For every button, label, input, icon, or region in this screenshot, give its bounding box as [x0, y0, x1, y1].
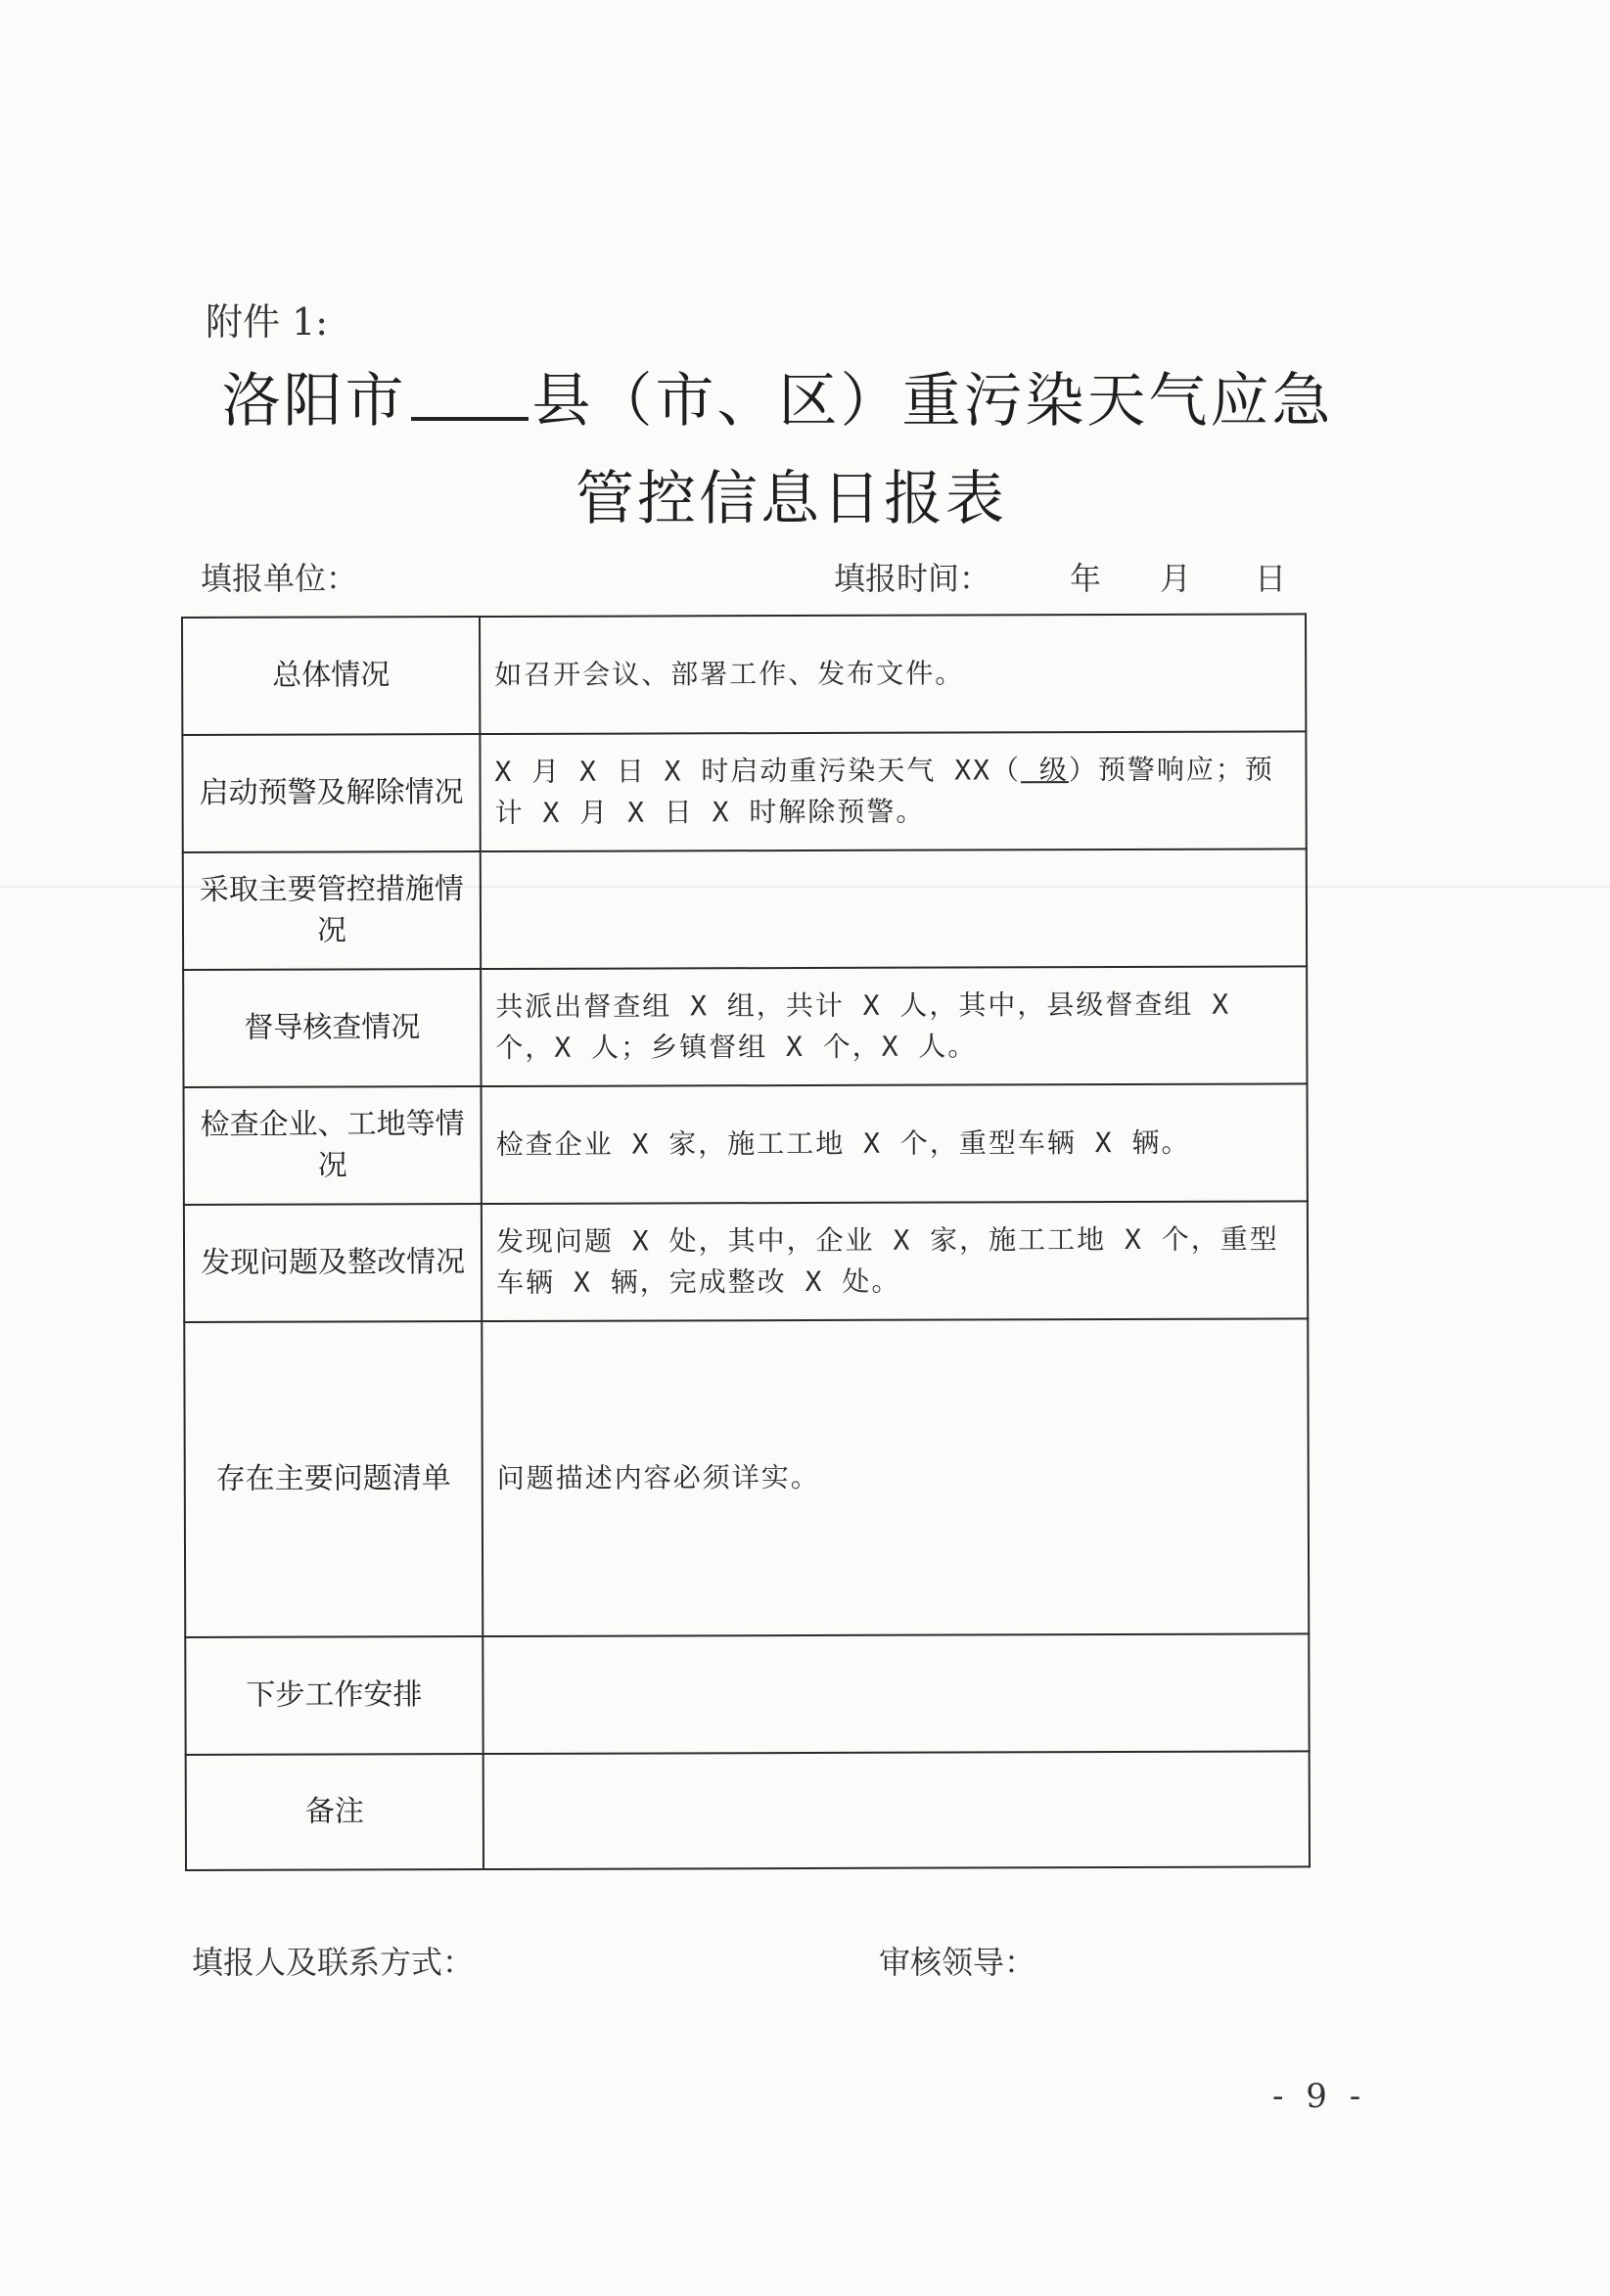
row-value: [480, 731, 1306, 851]
row-label: 备注: [186, 1754, 483, 1870]
table-row: [183, 966, 1307, 1087]
table-row: [184, 1318, 1309, 1637]
row-label: 采取主要管控措施情况: [183, 851, 481, 970]
report-table: [181, 613, 1311, 1871]
form-title-line1: [0, 354, 1583, 438]
table-row: [182, 731, 1306, 852]
row-value: [483, 1751, 1310, 1869]
table-row: [186, 1751, 1310, 1870]
row-label: 下步工作安排: [185, 1636, 483, 1755]
reviewer-label: 审核领导：: [879, 1944, 1036, 1981]
row-label: 存在主要问题清单: [184, 1321, 483, 1637]
row-value: 问题描述内容必须详实。: [482, 1318, 1309, 1636]
year-label: 年: [1070, 560, 1102, 597]
filler-contact-label: 填报人及联系方式：: [192, 1944, 475, 1981]
warning-level-blank: 级: [1020, 754, 1069, 787]
table-row: [183, 849, 1307, 970]
row-value: [481, 849, 1307, 969]
row-label: 督导核查情况: [183, 969, 481, 1087]
row-value: 如召开会议、部署工作、发布文件。: [480, 614, 1306, 734]
table-row: [185, 1633, 1309, 1755]
fill-unit-label: 填报单位：: [201, 560, 358, 597]
row-label: 总体情况: [182, 617, 480, 735]
row-label: 检查企业、工地等情况: [184, 1086, 482, 1205]
table-row: [184, 1083, 1308, 1205]
title-city: 洛阳市: [221, 367, 407, 436]
fill-time-label: 填报时间：: [834, 560, 991, 597]
row-value: 共派出督查组 X 组，共计 X 人，其中，县级督查组 X 个，X 人；乡镇督组 X 个，X 人。: [481, 966, 1307, 1086]
warning-text-end: ）预警响应；预计 X 月 X 日 X 时解除预警。: [494, 753, 1274, 829]
form-title-line2: 管控信息日报表: [575, 465, 1007, 533]
month-label: 月: [1160, 560, 1192, 597]
warning-text-start: X 月 X 日 X 时启动重污染天气 XX（: [494, 754, 1021, 788]
page-number: - 9 -: [1272, 2077, 1367, 2116]
row-value: 检查企业 X 家，施工工地 X 个，重型车辆 X 辆。: [482, 1083, 1308, 1204]
row-value: 发现问题 X 处，其中，企业 X 家，施工工地 X 个，重型车辆 X 辆，完成整改 X 处。: [482, 1201, 1308, 1321]
table-row: [182, 614, 1306, 735]
title-county-suffix: 县（市、区）重污染天气应急: [531, 367, 1334, 436]
day-label: 日: [1255, 560, 1287, 597]
county-blank: [411, 366, 529, 421]
row-value: [483, 1633, 1309, 1754]
table-row: [184, 1201, 1308, 1322]
row-label: 发现问题及整改情况: [184, 1204, 482, 1322]
row-label: 启动预警及解除情况: [182, 734, 480, 852]
attachment-label: 附件 1:: [206, 300, 329, 344]
